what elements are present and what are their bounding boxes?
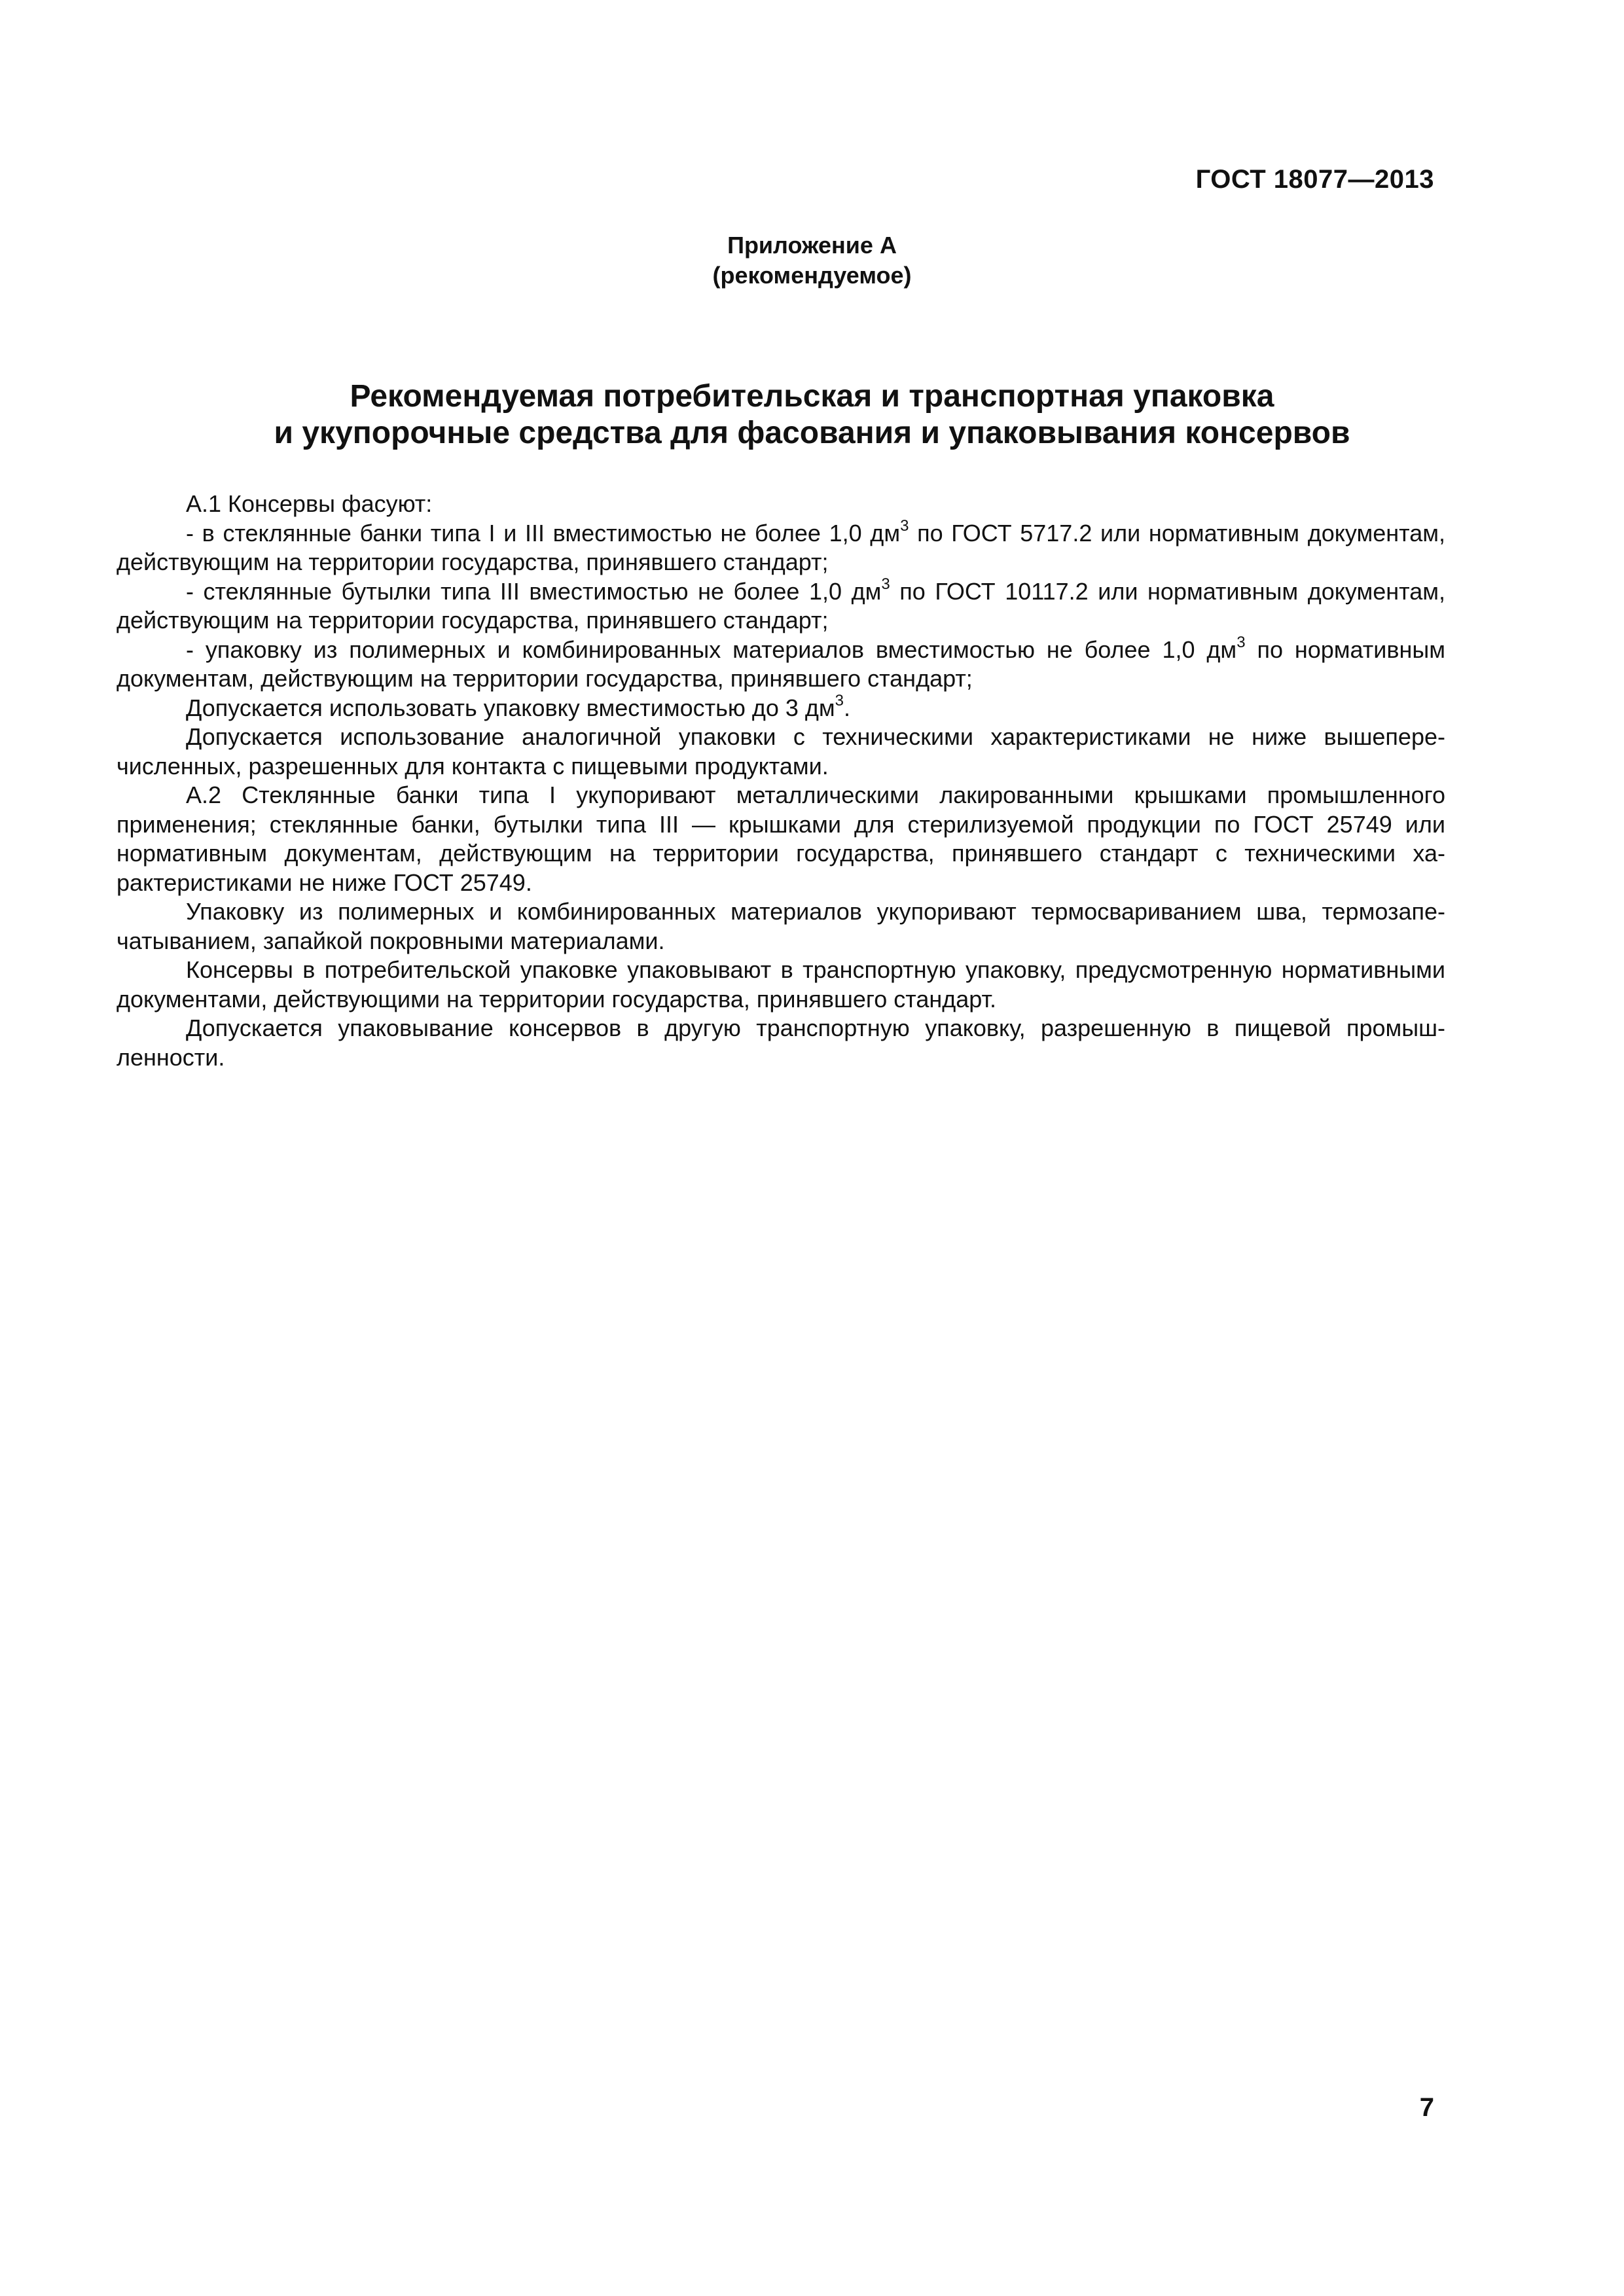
document-title [0, 378, 1624, 452]
text-run: - стеклянные бутылки типа III вместимостью не более 1,0 дм [186, 577, 882, 605]
paragraph: А.2 Стеклянные банки типа I укупоривают металлическими лакированными крышками промышленного применения; стеклянные банки, бутылки типа III — крышками для стерилизуемой продукции по ГОСТ 25749 или нормативным документам, действующим на территории государства, принявшего стандарт с техническими характеристиками не ниже ГОСТ 25749. [117, 781, 1445, 896]
text-run: - упаковку из полимерных и комбинированных материалов вместимостью не более 1,0 дм [186, 636, 1237, 663]
paragraph: Упаковку из полимерных и комбинированных материалов укупоривают термосвариванием шва, термозапечатыванием, запайкой покровными материалами. [117, 898, 1445, 954]
paragraph: А.1 Консервы фасуют: [186, 490, 433, 517]
text-run: по нормативным документам, действующим на территории государства, принявшего стандарт; [117, 636, 1446, 692]
title-line-1: Рекомендуемая потребительская и транспортная упаковка [350, 379, 1274, 414]
body-text [117, 490, 1445, 1072]
paragraph [117, 577, 1445, 636]
paragraph: Допускается упаковывание консервов в другую транспортную упаковку, разрешенную в пищевой промышленности. [117, 1014, 1445, 1071]
paragraph: Консервы в потребительской упаковке упаковывают в транспортную упаковку, предусмотренную нормативными документами, действующими на территории государства, принявшего стандарт. [117, 956, 1445, 1013]
paragraph [117, 633, 1446, 694]
document-code: ГОСТ 18077—2013 [1195, 165, 1434, 194]
paragraph [117, 691, 1445, 723]
title-line-2: и укупорочные средства для фасования и упаковывания консервов [274, 416, 1350, 450]
paragraph: Допускается использование аналогичной упаковки с техническими характеристиками не ниже вышеперечисленных, разрешенных для контакта с пищевыми продуктами. [117, 723, 1445, 780]
text-run: - в стеклянные банки типа I и III вместимостью не более 1,0 дм [186, 519, 901, 547]
appendix-label: Приложение А [727, 232, 897, 259]
appendix-heading [0, 230, 1624, 291]
superscript: 3 [881, 575, 890, 593]
text-run: по ГОСТ 5717.2 или нормативным документам, действующим на территории государства, принявшего стандарт; [117, 519, 1445, 575]
superscript: 3 [835, 691, 844, 709]
superscript: 3 [900, 516, 909, 535]
appendix-status: (рекомендуемое) [712, 262, 912, 289]
superscript: 3 [1236, 633, 1246, 651]
text-run: по ГОСТ 10117.2 или нормативным документам, действующим на территории государства, принявшего стандарт; [117, 577, 1446, 634]
page-number: 7 [1419, 2093, 1434, 2122]
text-run: . [844, 694, 851, 721]
paragraph [117, 516, 1445, 577]
text-run: Допускается использовать упаковку вместимостью до 3 дм [186, 694, 835, 721]
